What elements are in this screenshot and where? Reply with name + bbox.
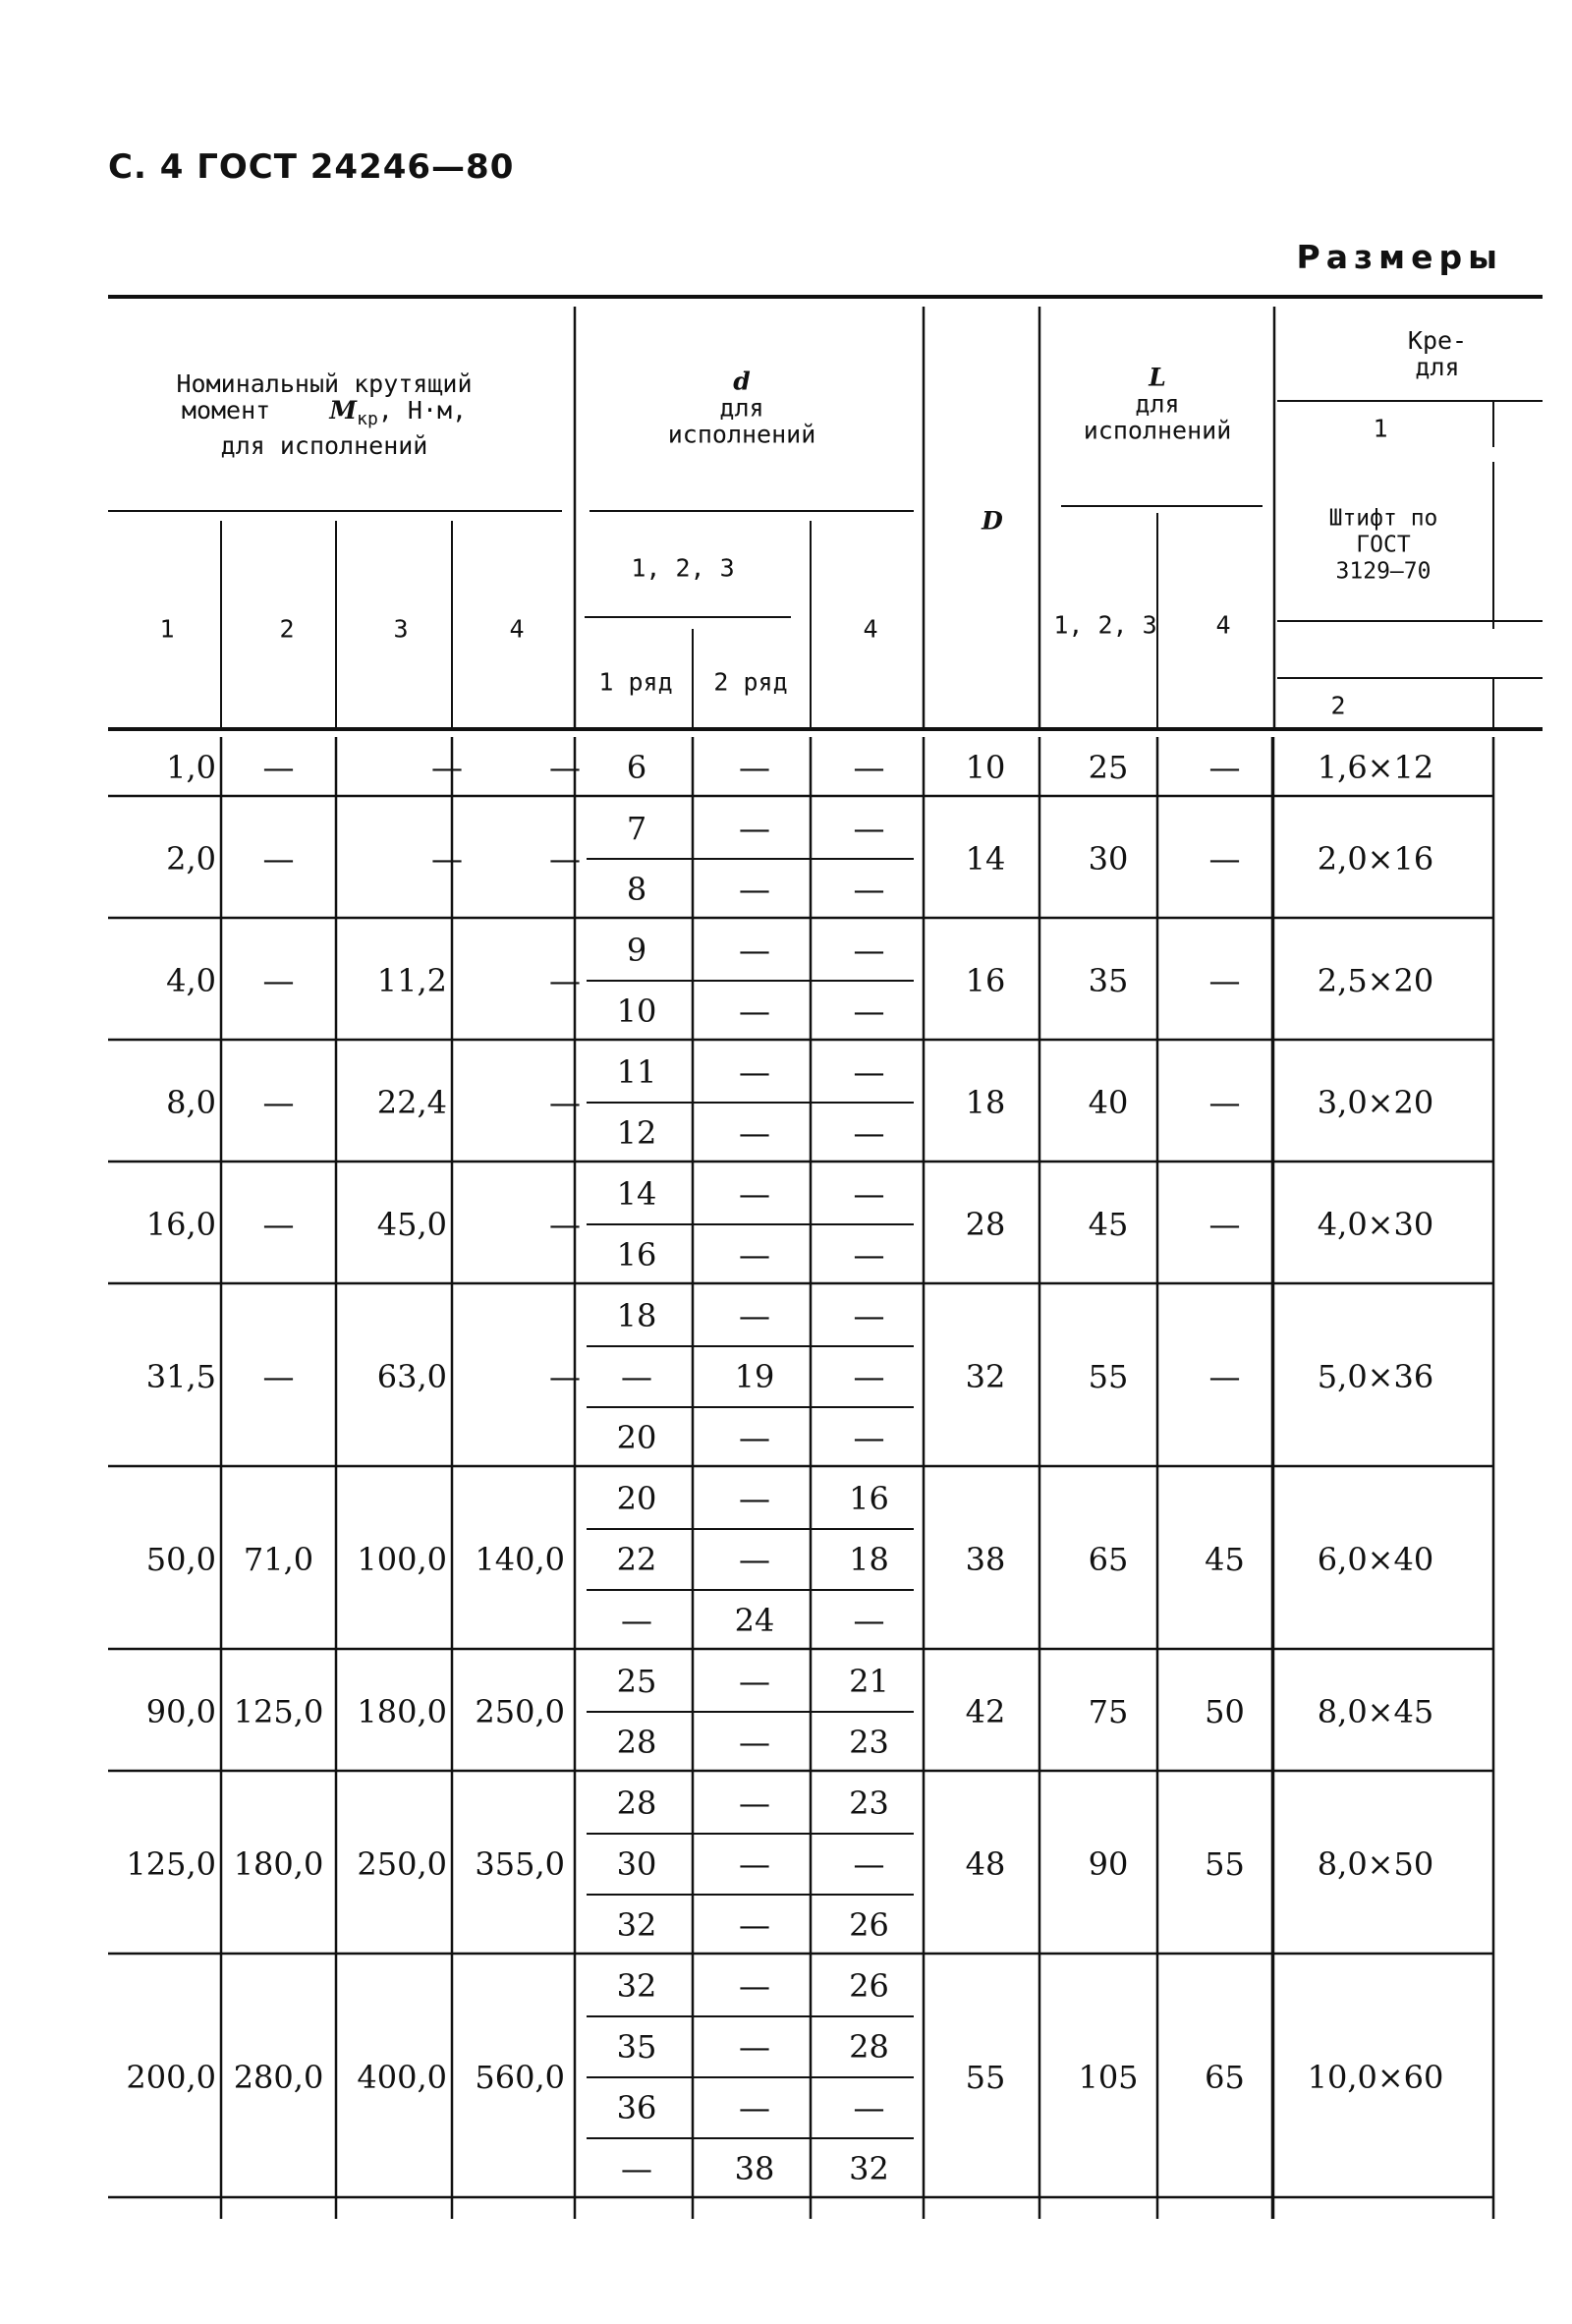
d-col4-cell: — (853, 992, 885, 1030)
d-row-2: 2 ряд (713, 667, 788, 697)
d-row2-cell: — (739, 1845, 770, 1883)
torque-1-cell: 8,0 (166, 1084, 216, 1121)
d-row2-cell: 19 (734, 1358, 775, 1395)
torque-4-cell: 140,0 (475, 1541, 565, 1578)
torque-2-cell: 180,0 (233, 1845, 324, 1883)
L123-cell: 105 (1078, 2059, 1139, 2096)
kre-sub2: 2 (1330, 691, 1346, 720)
L4-cell: 65 (1205, 2059, 1245, 2096)
kre-sub1: 1 (1373, 414, 1388, 443)
pin-cell: 3,0×20 (1317, 1084, 1434, 1121)
d-row1-cell: 28 (616, 1724, 657, 1761)
d-row2-cell: — (739, 1297, 770, 1334)
pin-header: Штифт по ГОСТ 3129—70 (1328, 505, 1438, 585)
d-row1-cell: 14 (616, 1175, 657, 1213)
d-row1-cell: 36 (616, 2089, 657, 2126)
torque-2-cell: 71,0 (243, 1541, 314, 1578)
d-col4-cell: 16 (849, 1480, 889, 1517)
d-row2-cell: — (739, 1175, 770, 1213)
D-header: D (982, 506, 1003, 536)
d-row1-cell: 12 (616, 1114, 657, 1152)
L4-cell: — (1208, 840, 1241, 878)
L4-cell: — (1208, 1206, 1241, 1243)
kre-header: Кре- для (1407, 326, 1468, 381)
torque-1-cell: 125,0 (126, 1845, 216, 1883)
torque-3-cell: — (431, 749, 463, 786)
torque-2-cell: 125,0 (233, 1693, 324, 1730)
d-row1-cell: 28 (616, 1785, 657, 1822)
d-row1-cell: 9 (626, 932, 647, 969)
torque-4-cell: 355,0 (475, 1845, 565, 1883)
torque-2-cell: — (262, 749, 295, 786)
L4-cell: — (1208, 962, 1241, 999)
d-row2-cell: — (739, 1419, 770, 1456)
L123-cell: 55 (1088, 1358, 1129, 1395)
L123-cell: 40 (1088, 1084, 1129, 1121)
d-col4-cell: — (853, 871, 885, 908)
pin-cell: 2,5×20 (1317, 962, 1434, 999)
page-header: С. 4 ГОСТ 24246—80 (108, 147, 515, 187)
torque-4-cell: — (549, 1084, 581, 1121)
pin-cell: 4,0×30 (1317, 1206, 1434, 1243)
L4-cell: 50 (1205, 1693, 1245, 1730)
torque-1-cell: 1,0 (166, 749, 216, 786)
d-header: d для исполнений (667, 367, 816, 449)
d-col4-cell: 23 (849, 1785, 889, 1822)
L4-cell: — (1208, 1358, 1241, 1395)
d-row2-cell: — (739, 871, 770, 908)
D-cell: 14 (965, 840, 1006, 878)
torque-2-cell: — (262, 962, 295, 999)
d-row2-cell: — (739, 992, 770, 1030)
L-col-123: 1, 2, 3 (1053, 610, 1157, 640)
d-col4-cell: — (853, 1358, 885, 1395)
d-row1-cell: 32 (616, 1906, 657, 1944)
d-row1-cell: 7 (626, 810, 647, 847)
d-col4-cell: — (853, 1175, 885, 1213)
d-col4-cell: — (853, 1602, 885, 1639)
D-cell: 16 (965, 962, 1006, 999)
torque-3-cell: 11,2 (376, 962, 447, 999)
d-row2-cell: — (739, 2028, 770, 2066)
d-col4-cell: 26 (849, 1967, 889, 2005)
D-cell: 55 (965, 2059, 1006, 2096)
torque-1-cell: 90,0 (145, 1693, 216, 1730)
torque-header: Номинальный крутящий момент $M_{кр}$, Н·м, для исполнений (176, 369, 473, 460)
d-row1-cell: 20 (616, 1480, 657, 1517)
D-cell: 18 (965, 1084, 1006, 1121)
torque-3-cell: 22,4 (376, 1084, 447, 1121)
d-row1-cell: 16 (616, 1236, 657, 1274)
d-col4-cell: — (853, 932, 885, 969)
d-col4-cell: — (853, 1053, 885, 1091)
torque-3-cell: — (431, 840, 463, 878)
d-col-4: 4 (863, 614, 878, 644)
d-row2-cell: — (739, 810, 770, 847)
L123-cell: 65 (1088, 1541, 1129, 1578)
dimensions-caption: Размеры (1296, 238, 1503, 276)
torque-4-cell: — (549, 1206, 581, 1243)
torque-2-cell: — (262, 1206, 295, 1243)
d-row2-cell: — (739, 1236, 770, 1274)
L4-cell: 45 (1205, 1541, 1245, 1578)
d-row1-cell: 25 (616, 1663, 657, 1700)
torque-3-cell: 250,0 (357, 1845, 447, 1883)
pin-cell: 2,0×16 (1317, 840, 1434, 878)
d-row1-cell: — (621, 2150, 652, 2187)
torque-4-cell: — (549, 840, 581, 878)
L123-cell: 25 (1088, 749, 1129, 786)
torque-1-cell: 200,0 (126, 2059, 216, 2096)
torque-3-cell: 63,0 (376, 1358, 447, 1395)
d-col4-cell: 26 (849, 1906, 889, 1944)
torque-4-cell: 250,0 (475, 1693, 565, 1730)
torque-3-cell: 400,0 (357, 2059, 447, 2096)
torque-col-1: 1 (159, 614, 175, 644)
d-row2-cell: — (739, 1967, 770, 2005)
d-row1-cell: 22 (616, 1541, 657, 1578)
d-row2-cell: — (739, 1114, 770, 1152)
d-row2-cell: — (739, 1785, 770, 1822)
d-row-1: 1 ряд (598, 667, 673, 697)
d-col4-cell: 28 (849, 2028, 889, 2066)
d-col4-cell: 21 (849, 1663, 889, 1700)
torque-4-cell: — (549, 749, 581, 786)
torque-2-cell: — (262, 1084, 295, 1121)
D-cell: 28 (965, 1206, 1006, 1243)
torque-2-cell: — (262, 840, 295, 878)
d-row1-cell: 8 (626, 871, 647, 908)
D-cell: 38 (965, 1541, 1006, 1578)
d-row2-cell: 24 (734, 1602, 775, 1639)
L-col-4: 4 (1215, 610, 1231, 640)
L-header: L для исполнений (1083, 363, 1232, 445)
d-row2-cell: 38 (734, 2150, 775, 2187)
torque-1-cell: 50,0 (145, 1541, 216, 1578)
D-cell: 10 (965, 749, 1006, 786)
d-col4-cell: — (853, 2089, 885, 2126)
D-cell: 32 (965, 1358, 1006, 1395)
torque-1-cell: 31,5 (145, 1358, 216, 1395)
pin-cell: 8,0×50 (1317, 1845, 1434, 1883)
d-col4-cell: — (853, 1297, 885, 1334)
torque-col-4: 4 (509, 614, 525, 644)
d-row2-cell: — (739, 1724, 770, 1761)
L123-cell: 30 (1088, 840, 1129, 878)
pin-cell: 5,0×36 (1317, 1358, 1434, 1395)
d-col4-cell: 18 (849, 1541, 889, 1578)
d-row2-cell: — (739, 749, 770, 786)
d-row1-cell: — (621, 1602, 652, 1639)
d-row2-cell: — (739, 1663, 770, 1700)
D-cell: 48 (965, 1845, 1006, 1883)
d-col4-cell: — (853, 1845, 885, 1883)
L123-cell: 45 (1088, 1206, 1129, 1243)
L4-cell: — (1208, 749, 1241, 786)
d-col4-cell: — (853, 1419, 885, 1456)
torque-col-3: 3 (393, 614, 409, 644)
d-row2-cell: — (739, 1053, 770, 1091)
torque-1-cell: 4,0 (166, 962, 216, 999)
d-row1-cell: 35 (616, 2028, 657, 2066)
torque-2-cell: — (262, 1358, 295, 1395)
d-row1-cell: 30 (616, 1845, 657, 1883)
d-col4-cell: — (853, 810, 885, 847)
d-row1-cell: 32 (616, 1967, 657, 2005)
L123-cell: 35 (1088, 962, 1129, 999)
pin-cell: 10,0×60 (1307, 2059, 1444, 2096)
L123-cell: 90 (1088, 1845, 1129, 1883)
pin-cell: 6,0×40 (1317, 1541, 1434, 1578)
L4-cell: 55 (1205, 1845, 1245, 1883)
d-row2-cell: — (739, 932, 770, 969)
d-col4-cell: — (853, 1236, 885, 1274)
torque-3-cell: 100,0 (357, 1541, 447, 1578)
L4-cell: — (1208, 1084, 1241, 1121)
torque-4-cell: 560,0 (475, 2059, 565, 2096)
torque-4-cell: — (549, 962, 581, 999)
torque-2-cell: 280,0 (233, 2059, 324, 2096)
torque-3-cell: 180,0 (357, 1693, 447, 1730)
d-row1-cell: 11 (616, 1053, 657, 1091)
torque-3-cell: 45,0 (376, 1206, 447, 1243)
d-row1-cell: 20 (616, 1419, 657, 1456)
d-row1-cell: — (621, 1358, 652, 1395)
d-row1-cell: 18 (616, 1297, 657, 1334)
D-cell: 42 (965, 1693, 1006, 1730)
d-row1-cell: 6 (626, 749, 647, 786)
d-col4-cell: — (853, 749, 885, 786)
d-row2-cell: — (739, 1480, 770, 1517)
d-col4-cell: 32 (849, 2150, 889, 2187)
d-row2-cell: — (739, 1541, 770, 1578)
d-col4-cell: — (853, 1114, 885, 1152)
torque-col-2: 2 (279, 614, 295, 644)
torque-1-cell: 16,0 (145, 1206, 216, 1243)
pin-cell: 1,6×12 (1317, 749, 1434, 786)
pin-cell: 8,0×45 (1317, 1693, 1434, 1730)
torque-1-cell: 2,0 (166, 840, 216, 878)
d-group-123: 1, 2, 3 (631, 553, 735, 583)
L123-cell: 75 (1088, 1693, 1129, 1730)
d-row2-cell: — (739, 1906, 770, 1944)
torque-4-cell: — (549, 1358, 581, 1395)
d-col4-cell: 23 (849, 1724, 889, 1761)
d-row2-cell: — (739, 2089, 770, 2126)
d-row1-cell: 10 (616, 992, 657, 1030)
